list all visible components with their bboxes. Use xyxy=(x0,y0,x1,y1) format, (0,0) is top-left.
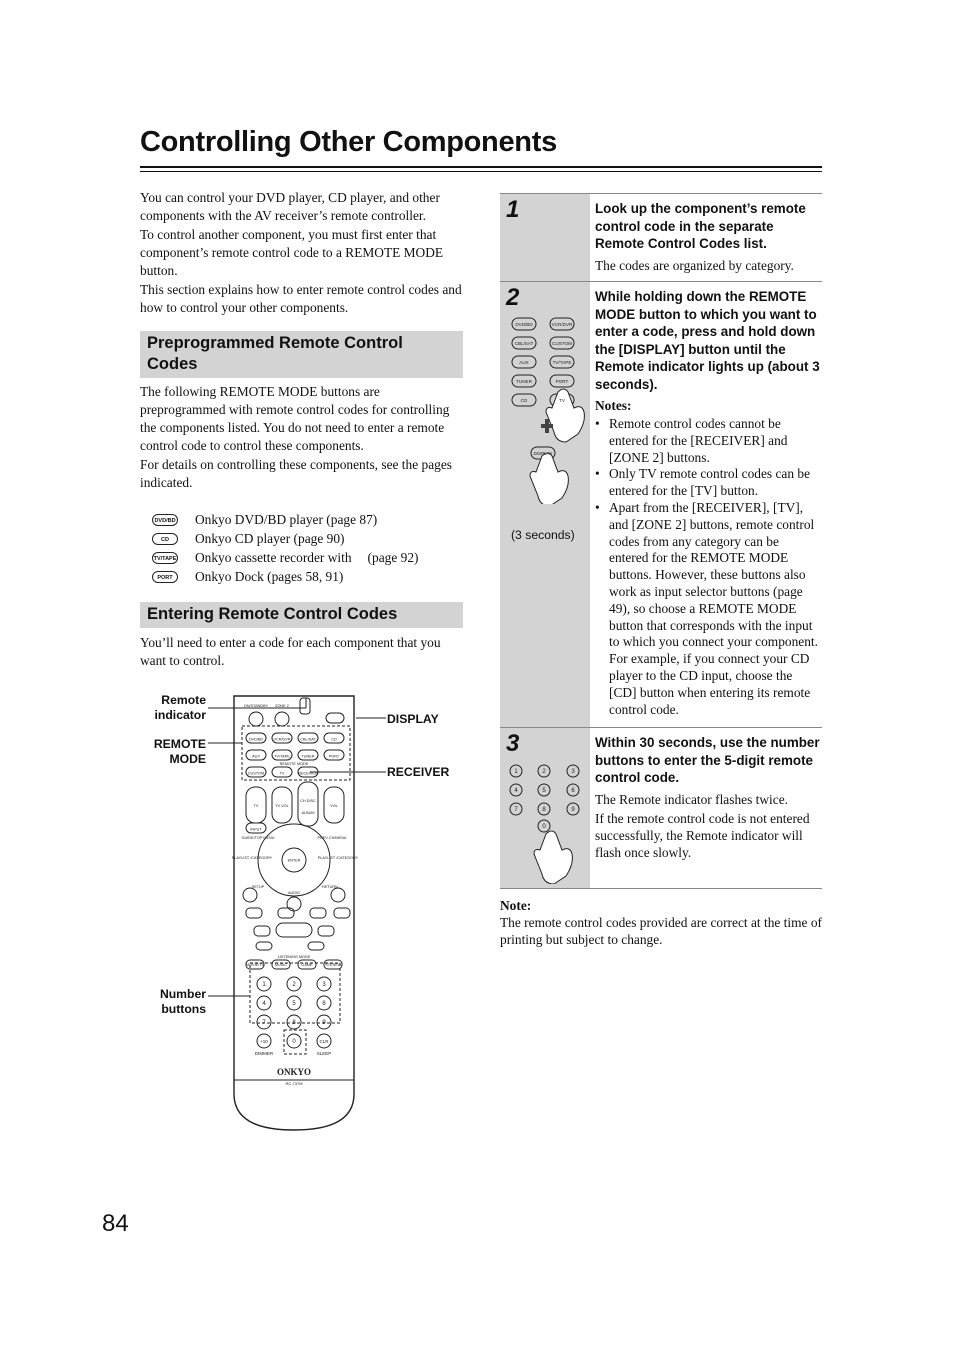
callout-remote-mode: REMOTE MODE xyxy=(153,737,206,766)
display-btn: DISPLAY xyxy=(533,450,553,456)
remote-label-setup: SETUP xyxy=(251,885,265,889)
remote-btn-custom: CUSTOM xyxy=(247,771,265,776)
item-text: Onkyo CD player (page 90) xyxy=(195,531,345,546)
remote-control-illustration xyxy=(200,690,470,1140)
remote-btn-cblsat: CBL/SAT xyxy=(300,737,316,742)
bottom-note-heading: Note: xyxy=(500,898,532,913)
remote-label-listening-mode: LISTENING MODE xyxy=(277,955,311,959)
step-caption: (3 seconds) xyxy=(511,528,575,542)
mode-btn: AUX xyxy=(519,359,529,365)
intro-paragraph-1: You can control your DVD player, CD player, and other components with the AV receiver’s remote controller. xyxy=(140,190,440,223)
step-body: The codes are organized by category. xyxy=(595,257,794,273)
mode-btn: DVD/BD xyxy=(515,321,533,327)
remote-mode-buttons-illustration xyxy=(508,314,590,504)
step-heading: Look up the component’s remote control code in the separate Remote Control Codes list. xyxy=(595,201,806,251)
remote-label-return: RETURN xyxy=(322,885,338,889)
preprogrammed-item xyxy=(152,530,345,548)
digit: 1 xyxy=(514,769,518,775)
remote-btn-aux: AUX xyxy=(252,754,260,759)
remote-digit: +10 xyxy=(260,1039,268,1044)
bottom-note xyxy=(500,897,824,950)
remote-btn-movie-tv: MOVIE/TV xyxy=(245,963,265,967)
step-number: 2 xyxy=(506,284,520,311)
remote-label-sleep: SLEEP xyxy=(316,1051,332,1056)
remote-digit: 9 xyxy=(322,1020,326,1026)
remote-digit: 3 xyxy=(322,982,326,988)
step-number: 3 xyxy=(506,730,520,757)
section-heading-preprogrammed: Preprogrammed Remote Control Codes xyxy=(140,331,463,378)
step-heading: While holding down the REMOTE MODE button to which you want to enter a code, press and hold down the [DISPLAY] button until the Remote indicator lights up (about 3 seconds). xyxy=(595,289,820,392)
remote-label-zone2: ZONE 2 xyxy=(275,704,289,708)
callout-number-buttons: Number buttons xyxy=(159,987,206,1016)
remote-digit: 1 xyxy=(262,982,266,988)
step-body: If the remote control code is not entered successfully, the Remote indicator will flash once slowly. xyxy=(595,810,810,860)
mode-btn: VCR/DVR xyxy=(551,321,573,327)
remote-btn-stereo: STEREO xyxy=(325,963,341,967)
port-button-icon: PORT xyxy=(152,571,178,583)
dvd-bd-button-icon: DVD/BD xyxy=(152,514,178,526)
preprogrammed-item xyxy=(152,549,418,567)
remote-model: RC-737M xyxy=(285,1081,303,1086)
preprogrammed-item xyxy=(152,511,377,529)
digit: 4 xyxy=(514,788,518,794)
digit: 7 xyxy=(514,807,518,813)
page-number: 84 xyxy=(102,1210,129,1237)
remote-btn-enter: ENTER xyxy=(287,858,301,863)
digit: 5 xyxy=(542,788,546,794)
title-rule xyxy=(140,166,822,168)
step-number-cell xyxy=(500,728,590,888)
step-3 xyxy=(500,727,822,889)
remote-label-remote-mode: REMOTE MODE xyxy=(279,762,309,766)
remote-label-guide: GUIDE/TOP MENU xyxy=(241,836,275,840)
remote-digit: 2 xyxy=(292,982,296,988)
remote-digit: 0 xyxy=(292,1039,296,1045)
item-text: Onkyo cassette recorder with xyxy=(195,550,352,565)
digit: 8 xyxy=(542,807,546,813)
remote-btn-music: MUSIC xyxy=(274,963,288,967)
tv-tape-button-icon: TV/TAPE xyxy=(152,552,178,564)
step-1 xyxy=(500,193,822,282)
remote-btn-receiver: RECEIVER xyxy=(298,771,318,776)
remote-digit: 8 xyxy=(292,1020,296,1026)
remote-btn-cd: CD xyxy=(331,737,337,742)
mode-btn: CUSTOM xyxy=(552,340,572,346)
remote-btn-tv: TV xyxy=(279,771,285,776)
item-text: Onkyo Dock (pages 58, 91) xyxy=(195,569,344,584)
mode-btn: TV/TAPE xyxy=(552,359,572,365)
page-title: Controlling Other Components xyxy=(140,126,557,158)
remote-label-ch-disc: CH DISC xyxy=(300,799,316,803)
note-item: • Apart from the [RECEIVER], [TV], and [ZONE 2] buttons, remote control codes from any category can be entered for the REMOTE MODE buttons. However, these buttons also work as input selector buttons (page 49), so choose a REMOTE MODE button that corresponds with the input to which you connect your component. For example, if you connect your CD player to the CD input, choose the [CD] button when entering its remote control code. xyxy=(595,500,821,718)
mode-btn: TV xyxy=(559,397,565,403)
step-body: The Remote indicator flashes twice. xyxy=(595,791,788,807)
callout-display: DISPLAY xyxy=(387,712,439,726)
intro-paragraph-3: This section explains how to enter remote control codes and how to control your other components. xyxy=(140,282,462,315)
digit: 6 xyxy=(571,788,575,794)
note-item: • Only TV remote control codes can be entered for the [TV] button. xyxy=(595,466,821,500)
step-number: 1 xyxy=(506,196,520,223)
remote-btn-vcrdvr: VCR/DVR xyxy=(273,737,291,742)
remote-btn-dvdbd: DVD/BD xyxy=(248,737,264,742)
item-page-ref: (page 92) xyxy=(367,550,419,565)
remote-label-tv: TV xyxy=(253,804,259,808)
mode-btn: CD xyxy=(520,397,528,403)
title-rule-thin xyxy=(140,171,822,172)
notes-heading: Notes: xyxy=(595,398,632,413)
callout-receiver: RECEIVER xyxy=(387,765,450,779)
remote-digit: 4 xyxy=(262,1001,266,1007)
digit: 2 xyxy=(542,769,546,775)
step-heading: Within 30 seconds, use the number buttons to enter the 5-digit remote control code. xyxy=(595,735,820,785)
remote-label-dimmer: DIMMER xyxy=(254,1051,274,1056)
remote-label-on-standby: ON/STANDBY xyxy=(243,704,269,708)
item-text: Onkyo DVD/BD player (page 87) xyxy=(195,512,378,527)
digit: 9 xyxy=(571,807,575,813)
step-content xyxy=(595,194,821,276)
remote-label-tvvol: TV VOL xyxy=(275,804,289,808)
remote-label-playlist-right: PLAYLIST /CATEGORY xyxy=(317,856,359,860)
entering-paragraph: You’ll need to enter a code for each component that you want to control. xyxy=(140,635,441,668)
remote-btn-game: GAME xyxy=(301,963,313,967)
step-number-cell xyxy=(500,194,590,282)
preprogrammed-paragraph-2: For details on controlling these components, see the pages indicated. xyxy=(140,457,453,490)
remote-digit: 5 xyxy=(292,1001,296,1007)
note-item: • Remote control codes cannot be entered for the [RECEIVER] and [ZONE 2] buttons. xyxy=(595,416,821,466)
remote-brand-logo: ONKYO xyxy=(276,1067,312,1077)
digit: 0 xyxy=(542,824,546,830)
remote-digit: CLR xyxy=(319,1039,329,1044)
remote-label-input: INPUT xyxy=(250,827,262,832)
remote-label-album: ALBUM xyxy=(301,811,315,815)
remote-btn-tvtape: TV/TAPE xyxy=(274,754,290,759)
callout-remote-indicator: Remote indicator xyxy=(154,693,206,722)
digit: 3 xyxy=(571,769,575,775)
remote-btn-tuner: TUNER xyxy=(301,754,315,759)
preprogrammed-paragraph-1: The following REMOTE MODE buttons are preprogrammed with remote control codes for controlling the components listed. You do not need to enter a remote control code to control these components. xyxy=(140,384,450,453)
intro-paragraph-2: To control another component, you must first enter that component’s remote control code to a REMOTE MODE button. xyxy=(140,227,444,278)
remote-label-audio: AUDIO xyxy=(287,891,301,895)
number-buttons-illustration xyxy=(506,764,590,884)
step-content xyxy=(595,282,821,718)
remote-btn-port: PORT xyxy=(328,754,340,759)
remote-digit: 6 xyxy=(322,1001,326,1007)
remote-label-playlist-left: PLAYLIST /CATEGORY xyxy=(231,856,273,860)
step-content xyxy=(595,728,821,863)
mode-btn: CBL/SAT xyxy=(514,340,534,346)
step-2 xyxy=(500,281,822,728)
mode-btn: TUNER xyxy=(516,378,532,384)
cd-button-icon: CD xyxy=(152,533,178,545)
preprogrammed-item xyxy=(152,568,343,586)
step-number-cell xyxy=(500,282,590,728)
section-heading-entering: Entering Remote Control Codes xyxy=(140,602,463,628)
bottom-note-text: The remote control codes provided are correct at the time of printing but subject to change. xyxy=(500,915,822,947)
remote-digit: 7 xyxy=(262,1020,266,1026)
remote-label-vol: VOL xyxy=(330,804,338,808)
remote-label-prev: PREV CH/MENU xyxy=(317,836,347,840)
mode-btn: PORT xyxy=(555,378,569,384)
